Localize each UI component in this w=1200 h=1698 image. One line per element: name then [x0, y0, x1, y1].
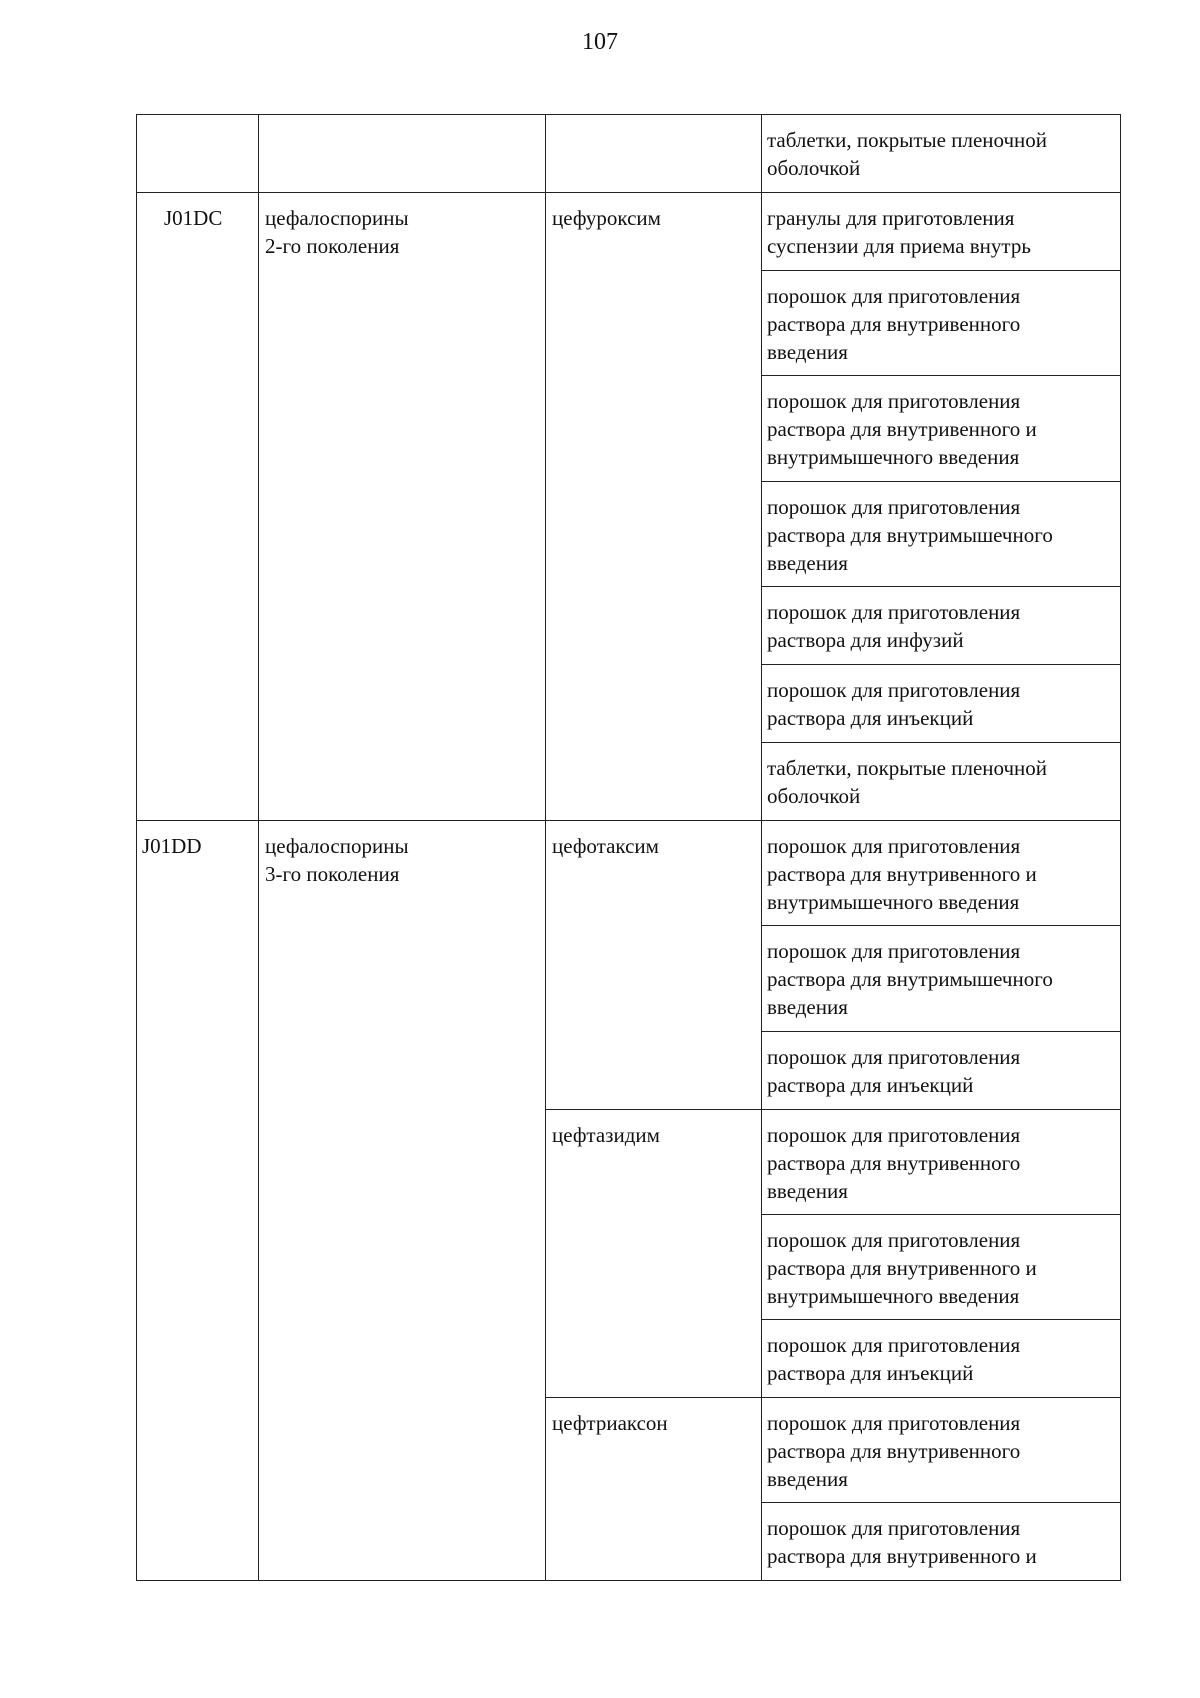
dosage-form: порошок для приготовления раствора для инъекций [767, 1333, 1021, 1385]
table-border-left [136, 114, 137, 1581]
drug-name: цефотаксим [552, 834, 659, 858]
dosage-form: таблетки, покрытые пленочной оболочкой [767, 756, 1048, 808]
dosage-form: порошок для приготовления раствора для внутривенного и внутримышечного введения [767, 834, 1037, 914]
form-divider [761, 375, 1121, 376]
form-divider [761, 664, 1121, 665]
form-divider [761, 1031, 1121, 1032]
dosage-form: порошок для приготовления раствора для внутривенного введения [767, 1411, 1021, 1491]
form-divider [761, 481, 1121, 482]
dosage-form: порошок для приготовления раствора для внутривенного и внутримышечного введения [767, 1228, 1037, 1308]
table-border-right [1120, 114, 1121, 1581]
table-border-bottom [136, 1580, 1121, 1581]
dosage-form: таблетки, покрытые пленочной оболочкой [767, 128, 1048, 180]
dosage-form: гранулы для приготовления суспензии для приема внутрь [767, 206, 1031, 258]
drug-name: цефтазидим [552, 1123, 660, 1147]
table-border-top [136, 114, 1121, 115]
form-divider [761, 586, 1121, 587]
form-divider [761, 1214, 1121, 1215]
dosage-form: порошок для приготовления раствора для инъекций [767, 678, 1021, 730]
form-divider [761, 270, 1121, 271]
row-divider-j01dc [136, 192, 1121, 193]
dosage-form: порошок для приготовления раствора для внутримышечного введения [767, 939, 1053, 1019]
dosage-form: порошок для приготовления раствора для инфузий [767, 600, 1021, 652]
atc-code: J01DD [142, 834, 202, 858]
table-divider-group [545, 114, 546, 1581]
dosage-form: порошок для приготовления раствора для внутримышечного введения [767, 495, 1053, 575]
drug-divider-ceftazidime [545, 1109, 1121, 1110]
dosage-form: порошок для приготовления раствора для внутривенного введения [767, 1123, 1021, 1203]
form-divider [761, 1502, 1121, 1503]
form-divider [761, 1319, 1121, 1320]
atc-code: J01DC [164, 206, 223, 230]
drug-divider-ceftriaxone [545, 1397, 1121, 1398]
row-divider-j01dd [136, 820, 1121, 821]
drug-group: цефалоспорины 2-го поколения [265, 206, 409, 258]
drug-name: цефуроксим [552, 206, 661, 230]
page-number: 107 [582, 29, 618, 55]
table-divider-code [258, 114, 259, 1581]
form-divider [761, 925, 1121, 926]
table-divider-drug [761, 114, 762, 1581]
drug-name: цефтриаксон [552, 1411, 668, 1435]
dosage-form: порошок для приготовления раствора для внутривенного и [767, 1516, 1037, 1568]
dosage-form: порошок для приготовления раствора для инъекций [767, 1045, 1021, 1097]
form-divider [761, 742, 1121, 743]
dosage-form: порошок для приготовления раствора для внутривенного введения [767, 284, 1021, 364]
dosage-form: порошок для приготовления раствора для внутривенного и внутримышечного введения [767, 389, 1037, 469]
drug-group: цефалоспорины 3-го поколения [265, 834, 409, 886]
